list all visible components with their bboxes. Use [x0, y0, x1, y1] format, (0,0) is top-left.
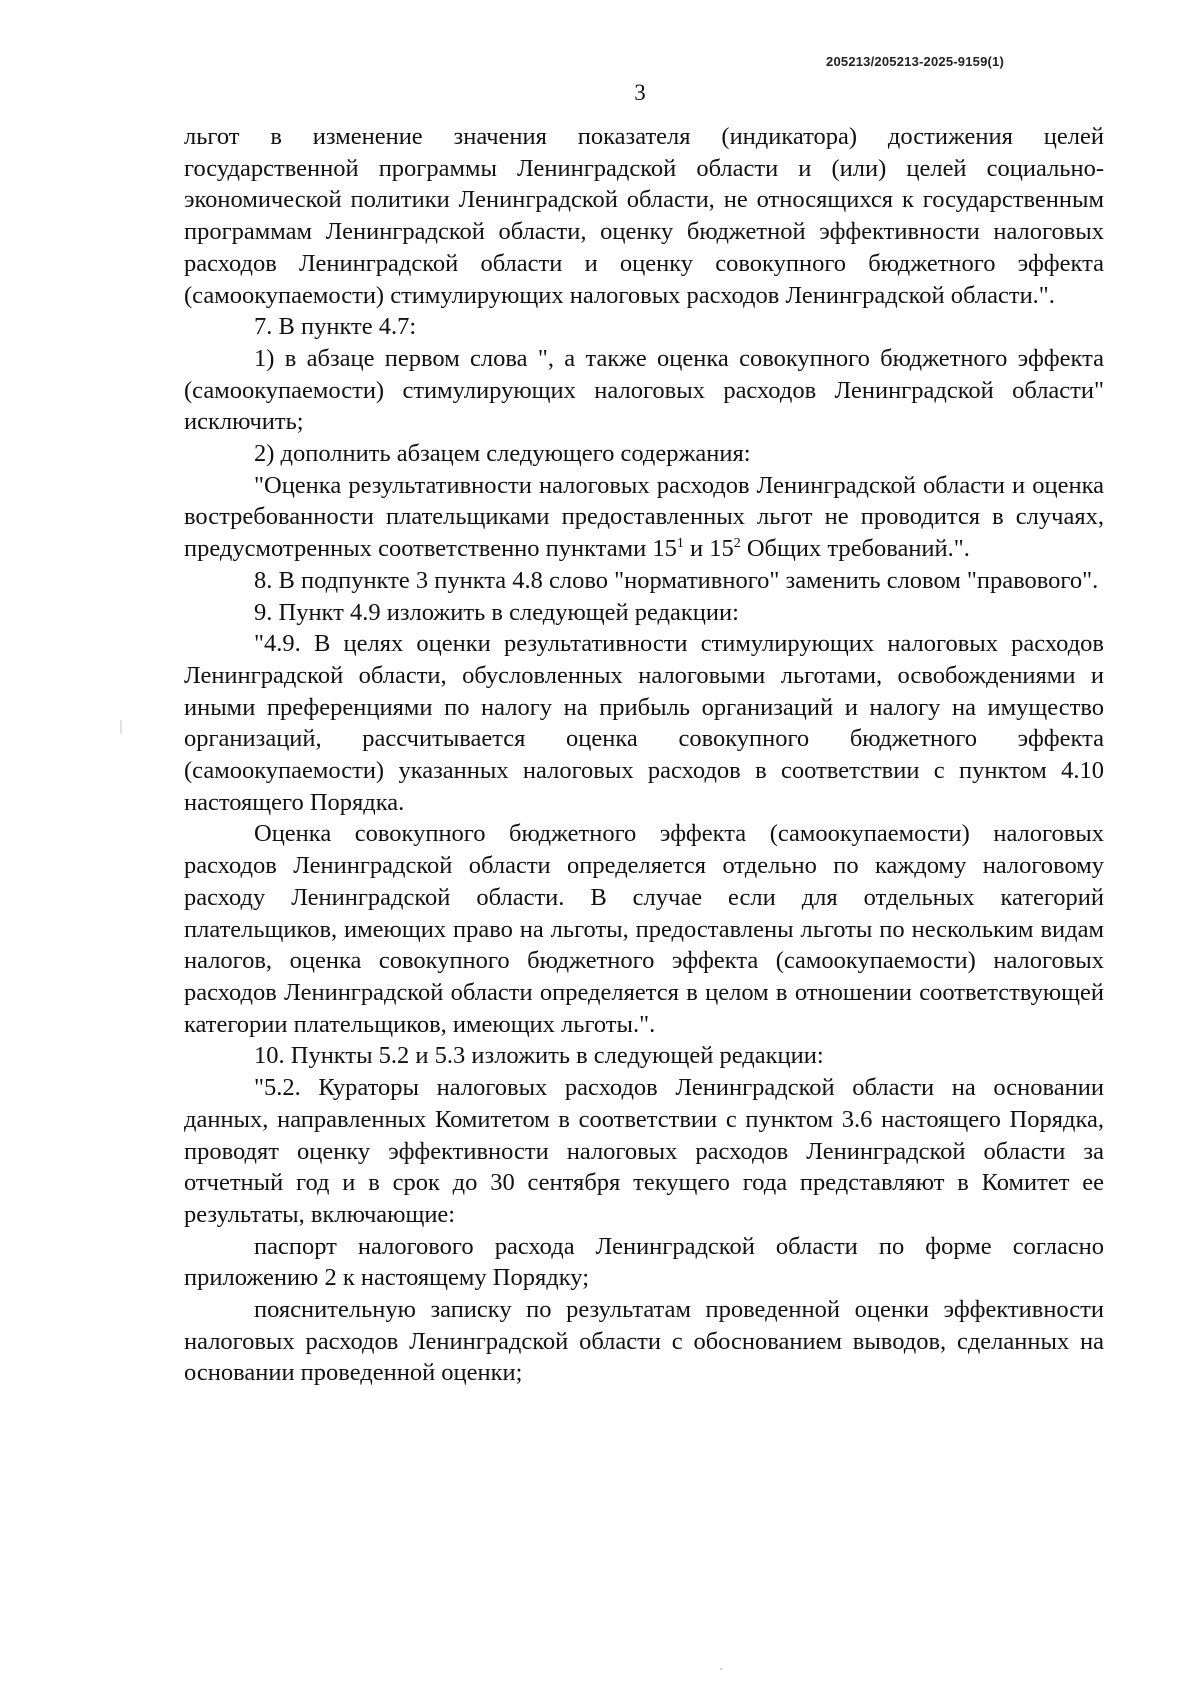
paragraph-13: пояснительную записку по результатам проведенной оценки эффективности налоговых расходов Ленинградской области с обоснованием выводов, сделанных на основании проведенной оценки; [184, 1296, 1104, 1387]
paragraph-5-mid: и 15 [683, 535, 734, 563]
paragraph-4: 2) дополнить абзацем следующего содержания: [254, 440, 751, 468]
paragraph-12: паспорт налогового расхода Ленинградской области по форме согласно приложению 2 к настоящему Порядку; [184, 1232, 1104, 1292]
paragraph-5-text: "Оценка результативности налоговых расходов Ленинградской области и оценка востребованности плательщиками предоставленных льгот не проводится в случаях, предусмотренных соответственно пунктами 15 [184, 471, 1104, 563]
scan-speck [720, 1668, 722, 1670]
scan-mark [120, 720, 122, 734]
paragraph-8: "4.9. В целях оценки результативности стимулирующих налоговых расходов Ленинградской области, обусловленных налоговыми льготами, освобождениями и иными преференциями по налогу на прибыль организаций и налогу на имущество организаций, рассчитывается оценка совокупного бюджетного эффекта (самоокупаемости) указанных налоговых расходов в соответствии с пунктом 4.10 настоящего Порядка. [184, 630, 1104, 816]
superscript-1: 1 [676, 535, 684, 551]
superscript-2: 2 [733, 535, 741, 551]
document-body [184, 121, 1104, 1389]
paragraph-11: "5.2. Кураторы налоговых расходов Ленинградской области на основании данных, направленных Комитетом в соответствии с пунктом 3.6 настоящего Порядка, проводят оценку эффективности налоговых расходов Ленинградской области за отчетный год и в срок до 30 сентября текущего года представляют в Комитет ее результаты, включающие: [184, 1074, 1104, 1228]
page-number: 3 [634, 80, 646, 105]
paragraph-7: 9. Пункт 4.9 изложить в следующей редакции: [254, 598, 739, 626]
paragraph-9: Оценка совокупного бюджетного эффекта (самоокупаемости) налоговых расходов Ленинградской области определяется отдельно по каждому налоговому расходу Ленинградской области. В случае если для отдельных категорий плательщиков, имеющих право на льготы, предоставлены льготы по нескольким видам налогов, оценка совокупного бюджетного эффекта (самоокупаемости) налоговых расходов Ленинградской области определяется в целом в отношении соответствующей категории плательщиков, имеющих льготы.". [184, 820, 1104, 1038]
paragraph-2: 7. В пункте 4.7: [254, 313, 417, 341]
paragraph-6: 8. В подпункте 3 пункта 4.8 слово "нормативного" заменить словом "правового". [254, 566, 1099, 594]
paragraph-5 [184, 470, 1104, 565]
document-id: 205213/205213-2025-9159(1) [826, 54, 1004, 69]
paragraph-5-end: Общих требований.". [740, 535, 970, 563]
paragraph-10: 10. Пункты 5.2 и 5.3 изложить в следующей редакции: [254, 1042, 824, 1070]
paragraph-1: льгот в изменение значения показателя (индикатора) достижения целей государственной программы Ленинградской области и (или) целей социально-экономической политики Ленинградской области, не относящихся к государственным программам Ленинградской области, оценку бюджетной эффективности налоговых расходов Ленинградской области и оценку совокупного бюджетного эффекта (самоокупаемости) стимулирующих налоговых расходов Ленинградской области.". [184, 123, 1104, 309]
paragraph-3: 1) в абзаце первом слова ", а также оценка совокупного бюджетного эффекта (самоокупаемости) стимулирующих налоговых расходов Ленинградской области" исключить; [184, 344, 1104, 436]
